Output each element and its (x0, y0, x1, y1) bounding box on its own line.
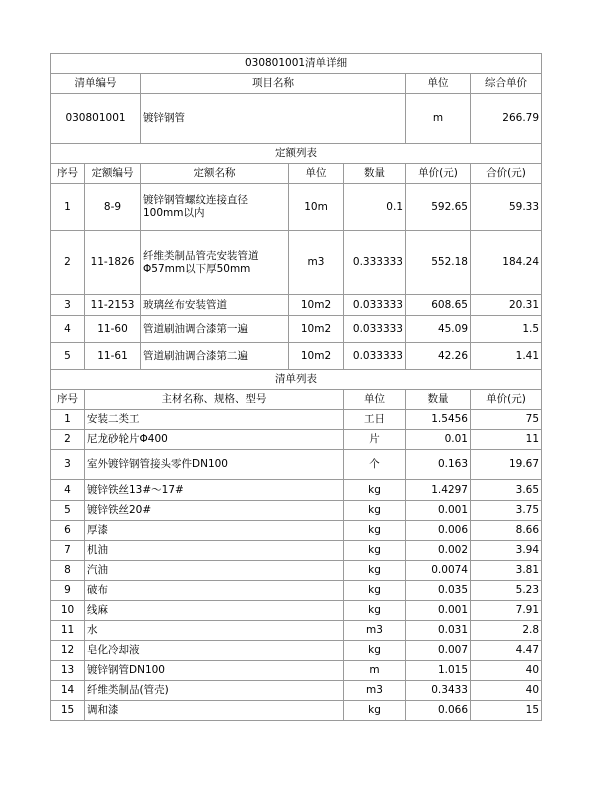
quota-qty: 0.033333 (344, 343, 406, 370)
quota-header-no: 序号 (51, 164, 85, 184)
quota-unit: 10m2 (289, 343, 344, 370)
material-no: 6 (51, 521, 85, 541)
quota-code: 11-1826 (85, 231, 141, 295)
quota-row (51, 343, 542, 370)
quota-name: 纤维类制品管壳安装管道Φ57mm以下厚50mm (141, 231, 289, 295)
material-no: 8 (51, 561, 85, 581)
quota-price: 608.65 (406, 295, 471, 316)
header-item-name: 项目名称 (141, 74, 406, 94)
quota-unit: 10m2 (289, 295, 344, 316)
material-name: 镀锌钢管DN100 (85, 661, 344, 681)
material-no: 5 (51, 501, 85, 521)
material-name: 室外镀锌钢管接头零件DN100 (85, 450, 344, 480)
material-no: 3 (51, 450, 85, 480)
material-row (51, 450, 542, 480)
quota-price: 45.09 (406, 316, 471, 343)
material-row (51, 621, 542, 641)
material-row (51, 410, 542, 430)
materials-section-title: 清单列表 (51, 370, 542, 390)
quota-total: 1.41 (471, 343, 542, 370)
material-unit: kg (344, 581, 406, 601)
material-price: 5.23 (471, 581, 542, 601)
bill-code: 030801001 (51, 94, 141, 144)
material-unit: m3 (344, 681, 406, 701)
quota-name: 管道刷油调合漆第一遍 (141, 316, 289, 343)
material-qty: 1.5456 (406, 410, 471, 430)
material-name: 汽油 (85, 561, 344, 581)
material-row (51, 701, 542, 721)
material-qty: 0.001 (406, 601, 471, 621)
quota-header-code: 定额编号 (85, 164, 141, 184)
material-qty: 0.0074 (406, 561, 471, 581)
material-qty: 0.163 (406, 450, 471, 480)
material-unit: kg (344, 641, 406, 661)
quota-unit: 10m2 (289, 316, 344, 343)
material-name: 镀锌铁丝20# (85, 501, 344, 521)
material-no: 4 (51, 480, 85, 501)
material-price: 3.65 (471, 480, 542, 501)
material-row (51, 541, 542, 561)
material-no: 15 (51, 701, 85, 721)
quota-no: 1 (51, 184, 85, 231)
quota-no: 4 (51, 316, 85, 343)
table-title: 030801001清单详细 (51, 54, 542, 74)
quota-row (51, 295, 542, 316)
material-name: 线麻 (85, 601, 344, 621)
quota-name: 管道刷油调合漆第二遍 (141, 343, 289, 370)
material-price: 4.47 (471, 641, 542, 661)
quota-row (51, 316, 542, 343)
material-row (51, 480, 542, 501)
material-unit: kg (344, 501, 406, 521)
material-no: 11 (51, 621, 85, 641)
item-unit: m (406, 94, 471, 144)
material-name: 破布 (85, 581, 344, 601)
material-name: 皂化冷却液 (85, 641, 344, 661)
material-qty: 1.015 (406, 661, 471, 681)
quota-code: 11-61 (85, 343, 141, 370)
material-no: 9 (51, 581, 85, 601)
material-row (51, 430, 542, 450)
quota-header-price: 单价(元) (406, 164, 471, 184)
quota-row (51, 231, 542, 295)
quota-unit: m3 (289, 231, 344, 295)
material-name: 调和漆 (85, 701, 344, 721)
material-name: 纤维类制品(管壳) (85, 681, 344, 701)
quota-qty: 0.033333 (344, 316, 406, 343)
material-unit: kg (344, 701, 406, 721)
quota-name: 镀锌钢管螺纹连接直径100mm以内 (141, 184, 289, 231)
quota-code: 11-60 (85, 316, 141, 343)
materials-header-qty: 数量 (406, 390, 471, 410)
material-qty: 0.002 (406, 541, 471, 561)
material-price: 40 (471, 661, 542, 681)
material-row (51, 561, 542, 581)
quota-no: 2 (51, 231, 85, 295)
quota-header-name: 定额名称 (141, 164, 289, 184)
material-name: 机油 (85, 541, 344, 561)
materials-header-price: 单价(元) (471, 390, 542, 410)
material-qty: 0.007 (406, 641, 471, 661)
material-unit: kg (344, 521, 406, 541)
materials-header-name: 主材名称、规格、型号 (85, 390, 344, 410)
material-no: 1 (51, 410, 85, 430)
quota-qty: 0.033333 (344, 295, 406, 316)
material-price: 3.94 (471, 541, 542, 561)
material-unit: 工日 (344, 410, 406, 430)
material-price: 75 (471, 410, 542, 430)
material-price: 40 (471, 681, 542, 701)
material-qty: 0.066 (406, 701, 471, 721)
quota-price: 592.65 (406, 184, 471, 231)
material-row (51, 661, 542, 681)
quota-code: 8-9 (85, 184, 141, 231)
material-unit: kg (344, 561, 406, 581)
quota-total: 1.5 (471, 316, 542, 343)
item-price: 266.79 (471, 94, 542, 144)
material-name: 安装二类工 (85, 410, 344, 430)
quota-header-total: 合价(元) (471, 164, 542, 184)
material-row (51, 641, 542, 661)
quota-total: 20.31 (471, 295, 542, 316)
header-bill-code: 清单编号 (51, 74, 141, 94)
material-no: 12 (51, 641, 85, 661)
quota-qty: 0.1 (344, 184, 406, 231)
material-price: 3.75 (471, 501, 542, 521)
material-qty: 1.4297 (406, 480, 471, 501)
material-no: 7 (51, 541, 85, 561)
material-unit: kg (344, 601, 406, 621)
material-row (51, 501, 542, 521)
material-price: 19.67 (471, 450, 542, 480)
material-price: 11 (471, 430, 542, 450)
material-unit: 片 (344, 430, 406, 450)
quota-header-row (51, 164, 542, 184)
material-qty: 0.035 (406, 581, 471, 601)
material-row (51, 681, 542, 701)
material-name: 水 (85, 621, 344, 641)
material-no: 10 (51, 601, 85, 621)
material-no: 13 (51, 661, 85, 681)
quota-price: 552.18 (406, 231, 471, 295)
material-row (51, 581, 542, 601)
material-price: 2.8 (471, 621, 542, 641)
quota-section-title: 定额列表 (51, 144, 542, 164)
materials-header-row (51, 390, 542, 410)
materials-header-unit: 单位 (344, 390, 406, 410)
material-no: 2 (51, 430, 85, 450)
material-price: 7.91 (471, 601, 542, 621)
header-unit-price: 综合单价 (471, 74, 542, 94)
quota-total: 59.33 (471, 184, 542, 231)
header-unit: 单位 (406, 74, 471, 94)
material-unit: kg (344, 541, 406, 561)
quota-no: 5 (51, 343, 85, 370)
quota-row (51, 184, 542, 231)
material-qty: 0.031 (406, 621, 471, 641)
material-unit: 个 (344, 450, 406, 480)
quota-name: 玻璃丝布安装管道 (141, 295, 289, 316)
material-qty: 0.001 (406, 501, 471, 521)
quota-header-qty: 数量 (344, 164, 406, 184)
summary-row (51, 94, 542, 144)
material-price: 15 (471, 701, 542, 721)
material-unit: m3 (344, 621, 406, 641)
quota-no: 3 (51, 295, 85, 316)
bill-detail-table (50, 53, 542, 721)
summary-header-row (51, 74, 542, 94)
quota-header-unit: 单位 (289, 164, 344, 184)
material-price: 8.66 (471, 521, 542, 541)
material-no: 14 (51, 681, 85, 701)
quota-price: 42.26 (406, 343, 471, 370)
item-name: 镀锌钢管 (141, 94, 406, 144)
material-name: 尼龙砂轮片Φ400 (85, 430, 344, 450)
material-unit: kg (344, 480, 406, 501)
quota-qty: 0.333333 (344, 231, 406, 295)
material-price: 3.81 (471, 561, 542, 581)
material-row (51, 601, 542, 621)
material-name: 镀锌铁丝13#～17# (85, 480, 344, 501)
material-qty: 0.3433 (406, 681, 471, 701)
material-name: 厚漆 (85, 521, 344, 541)
material-qty: 0.01 (406, 430, 471, 450)
material-unit: m (344, 661, 406, 681)
quota-unit: 10m (289, 184, 344, 231)
material-row (51, 521, 542, 541)
quota-code: 11-2153 (85, 295, 141, 316)
material-qty: 0.006 (406, 521, 471, 541)
quota-total: 184.24 (471, 231, 542, 295)
materials-header-no: 序号 (51, 390, 85, 410)
